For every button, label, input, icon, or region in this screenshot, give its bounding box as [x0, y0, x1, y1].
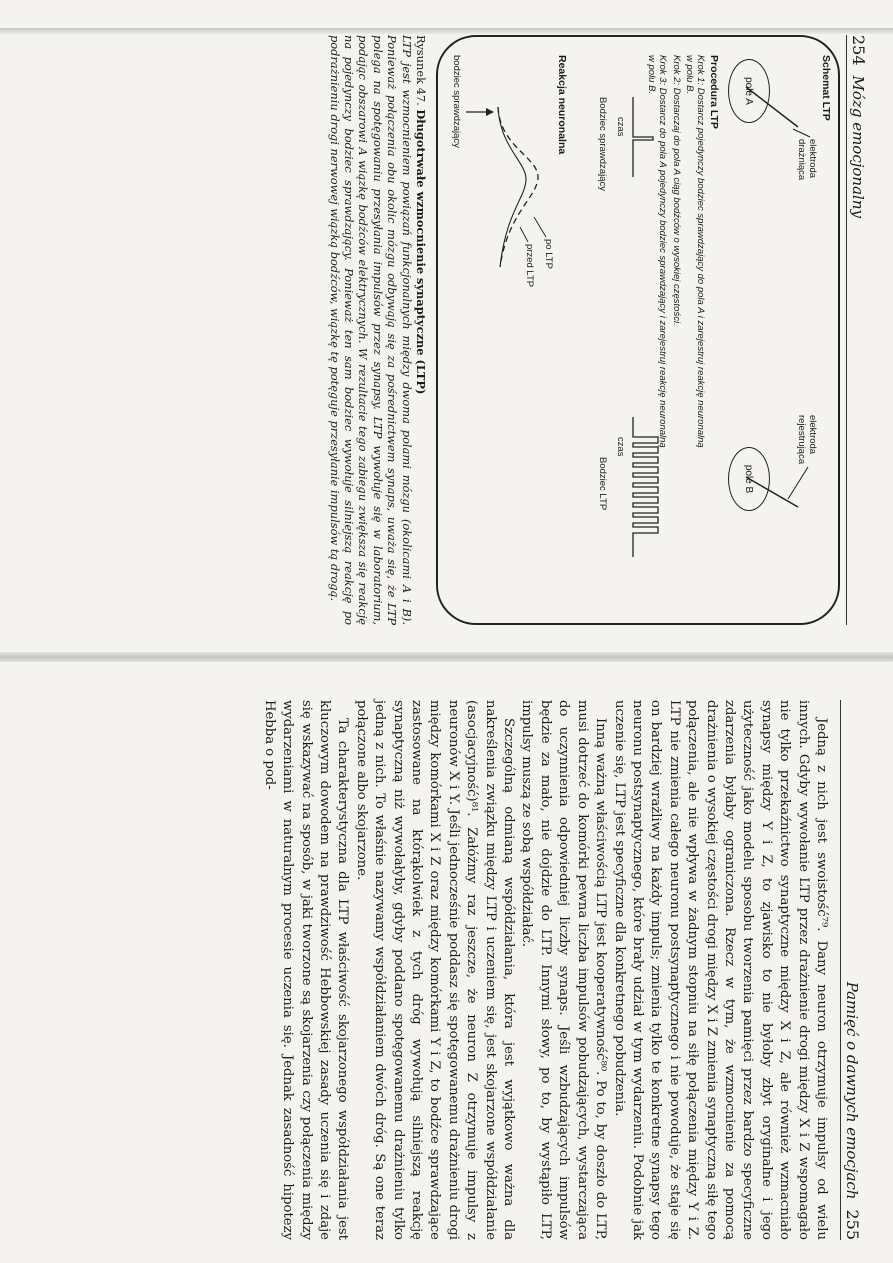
- caption-text: LTP jest wzmocnieniem powiązań funkcjonalnych między dwoma polami mózgu (okolicami A i B). Ponieważ połączenia obu okolic mózgu odbywają się za pośrednictwem synaps, uważa się, że LTP polega na spotęgowaniu przesyłania impulsów przez synapsy. LTP wywołuje się w laboratorium, podając obszarowi A wiązkę bodźców elektrycznych. W rezultacie tego zabiegu zwiększa się reakcję na pojedynczy bodziec sprawdzający. Ponieważ ten sam bodziec wywołuje silniejszą reakcję po podrażnieniu drogi nerwowej wiązką bodźców, wiązkę tę potęguje przesyłanie impulsów tą drogą.: [327, 35, 414, 625]
- body-text: [259, 700, 830, 1240]
- page-number: 254: [849, 35, 868, 66]
- test-stimulus-arrow-label: bodziec sprawdzający: [451, 55, 462, 148]
- field-a: pole A: [728, 59, 770, 123]
- response-title: Reakcja neuronalna: [556, 55, 568, 155]
- time-label-1: czas: [615, 117, 626, 137]
- right-running-head: [840, 700, 862, 1240]
- field-b: pole B: [728, 447, 770, 511]
- ltp-stimulus-label: Bodziec LTP: [597, 457, 608, 511]
- ltp-figure: [436, 35, 840, 625]
- before-ltp-label: przed LTP: [524, 244, 535, 288]
- left-running-head: [846, 35, 868, 625]
- after-ltp-label: po LTP: [543, 239, 554, 269]
- rec-electrode-label: elektroda rejestrująca: [796, 415, 818, 465]
- step-label: Krok 3:: [657, 55, 668, 86]
- paragraph: Ta charakterystyczna dla LTP właściwość skojarzonego współdziałania jest kluczowym dowodem na prawdziwość Hebbowskiej zasady uczenia się i zdaje się wskazywać na sposób, w jaki tworzone są skojarzenia czy połączenia między wydarzeniami w naturalnym procesie uczenia się. Jednak zasadność hipotezy Hebba o pod-: [261, 700, 351, 1240]
- figure-drawing: [438, 37, 838, 627]
- test-stimulus-label: Bodziec sprawdzający: [597, 97, 608, 191]
- book-gutter: [0, 652, 893, 662]
- paragraph: Szczególną odmianą współdziałania, która jest wyjątkowo ważna dla nakreślenia związku między LTP i uczeniem się, jest skojarzone współdziałanie (asocjacyjność)⁸¹. Załóżmy raz jeszcze, że neuron Z otrzymuje impulsy z neuronów X i Y. Jeśli jednocześnie poddasz się spotęgowanemu drażnieniu drogi między komórkami X i Z oraz między komórkami Y i Z, to bodźce sprawdzające zastosowane na którąkolwiek z tych dróg wywołują silniejszą reakcję synaptyczną niż wywołałyby, gdyby poddano spotęgowanemu drażnieniu tylko jedną z nich. To właśnie nazywamy współdziałaniem dwóch dróg. Są one teraz połączone albo skojarzone.: [353, 700, 517, 1240]
- stim-electrode-label: elektroda drażniąca: [796, 139, 818, 181]
- paragraph: Inną ważną właściwością LTP jest kooperatywność⁸⁰. Po to, by doszło do LTP, musi dotrzeć do komórki pewna liczba impulsów pobudzających, wystarczająca do uczynnienia odpowiedniej liczby synaps. Jeśli wzbudzających impulsów będzie za mało, nie dojdzie do LTP. Innymi słowy, po to, by wystąpiło LTP, impulsy muszą ze sobą współdziałać.: [519, 700, 609, 1240]
- procedure-title: Procedura LTP: [708, 55, 720, 129]
- caption-title: Długotrwałe wzmocnienie synaptyczne (LTP): [414, 109, 428, 395]
- procedure-step-1: [684, 55, 706, 455]
- response-before-ltp-curve: [498, 107, 526, 267]
- left-page: [148, 35, 868, 625]
- right-page: [42, 700, 862, 1240]
- running-head-title: Pamięć o dawnych emocjach: [843, 981, 861, 1200]
- running-head-title: Mózg emocjonalny: [849, 75, 867, 218]
- figure-caption: [327, 35, 428, 625]
- procedure-step-2: [671, 55, 682, 575]
- step-label: Krok 2:: [671, 55, 682, 86]
- step-text: Dostarcz pojedynczy bodziec sprawdzający do pola A i zarejestruj reakcję neuronalną w polu B.: [684, 55, 706, 448]
- step-text: Dostarczaj do pola A ciąg bodźców o wysokiej częstości.: [671, 87, 682, 326]
- paragraph: Jedną z nich jest swoistość⁷⁹. Dany neuron otrzymuje impulsy od wielu innych. Gdyby wywołanie LTP przez drażnienie drogi między X i Z wspomagało nie tylko przekaźnictwo synaptyczne między X i Z, ale również wzmacniało synapsy między Y i Z, to zjawisko to nie byłoby zbyt oryginalne i jego użyteczność jako modelu sposobu tworzenia pamięci przez bardzo specyficzne zdarzenia byłaby ograniczona. Rzecz w tym, że wzmocnienie za pomocą drażnienia o wysokiej częstości drogi między X i Z zmienia synaptyczną siłę tego połączenia, ale nie wpływa w żadnym stopniu na siłę połączenia między Y i Z. LTP nie zmienia całego neuronu postsynaptycznego i nie powoduje, że staje się on bardziej wrażliwy na każdy impuls; zmienia tylko te konkretne synapsy tego neuronu postsynaptycznego, które brały udział w tym wydarzeniu. Podobnie jak uczenie się, LTP jest specyficzne dla konkretnego pobudzenia.: [611, 700, 829, 1240]
- caption-lead: Rysunek 47.: [414, 35, 428, 106]
- step-text: Dostarcz do pola A pojedynczy bodziec sprawdzający i zarejestruj reakcję neuronalną w polu B.: [646, 55, 668, 448]
- procedure-step-3: [646, 55, 668, 455]
- time-label-2: czas: [615, 437, 626, 457]
- scan-edge-top: [0, 28, 893, 34]
- step-label: Krok 1:: [695, 55, 706, 86]
- page-number: 255: [843, 1209, 862, 1240]
- schema-title: Schemat LTP: [820, 55, 832, 121]
